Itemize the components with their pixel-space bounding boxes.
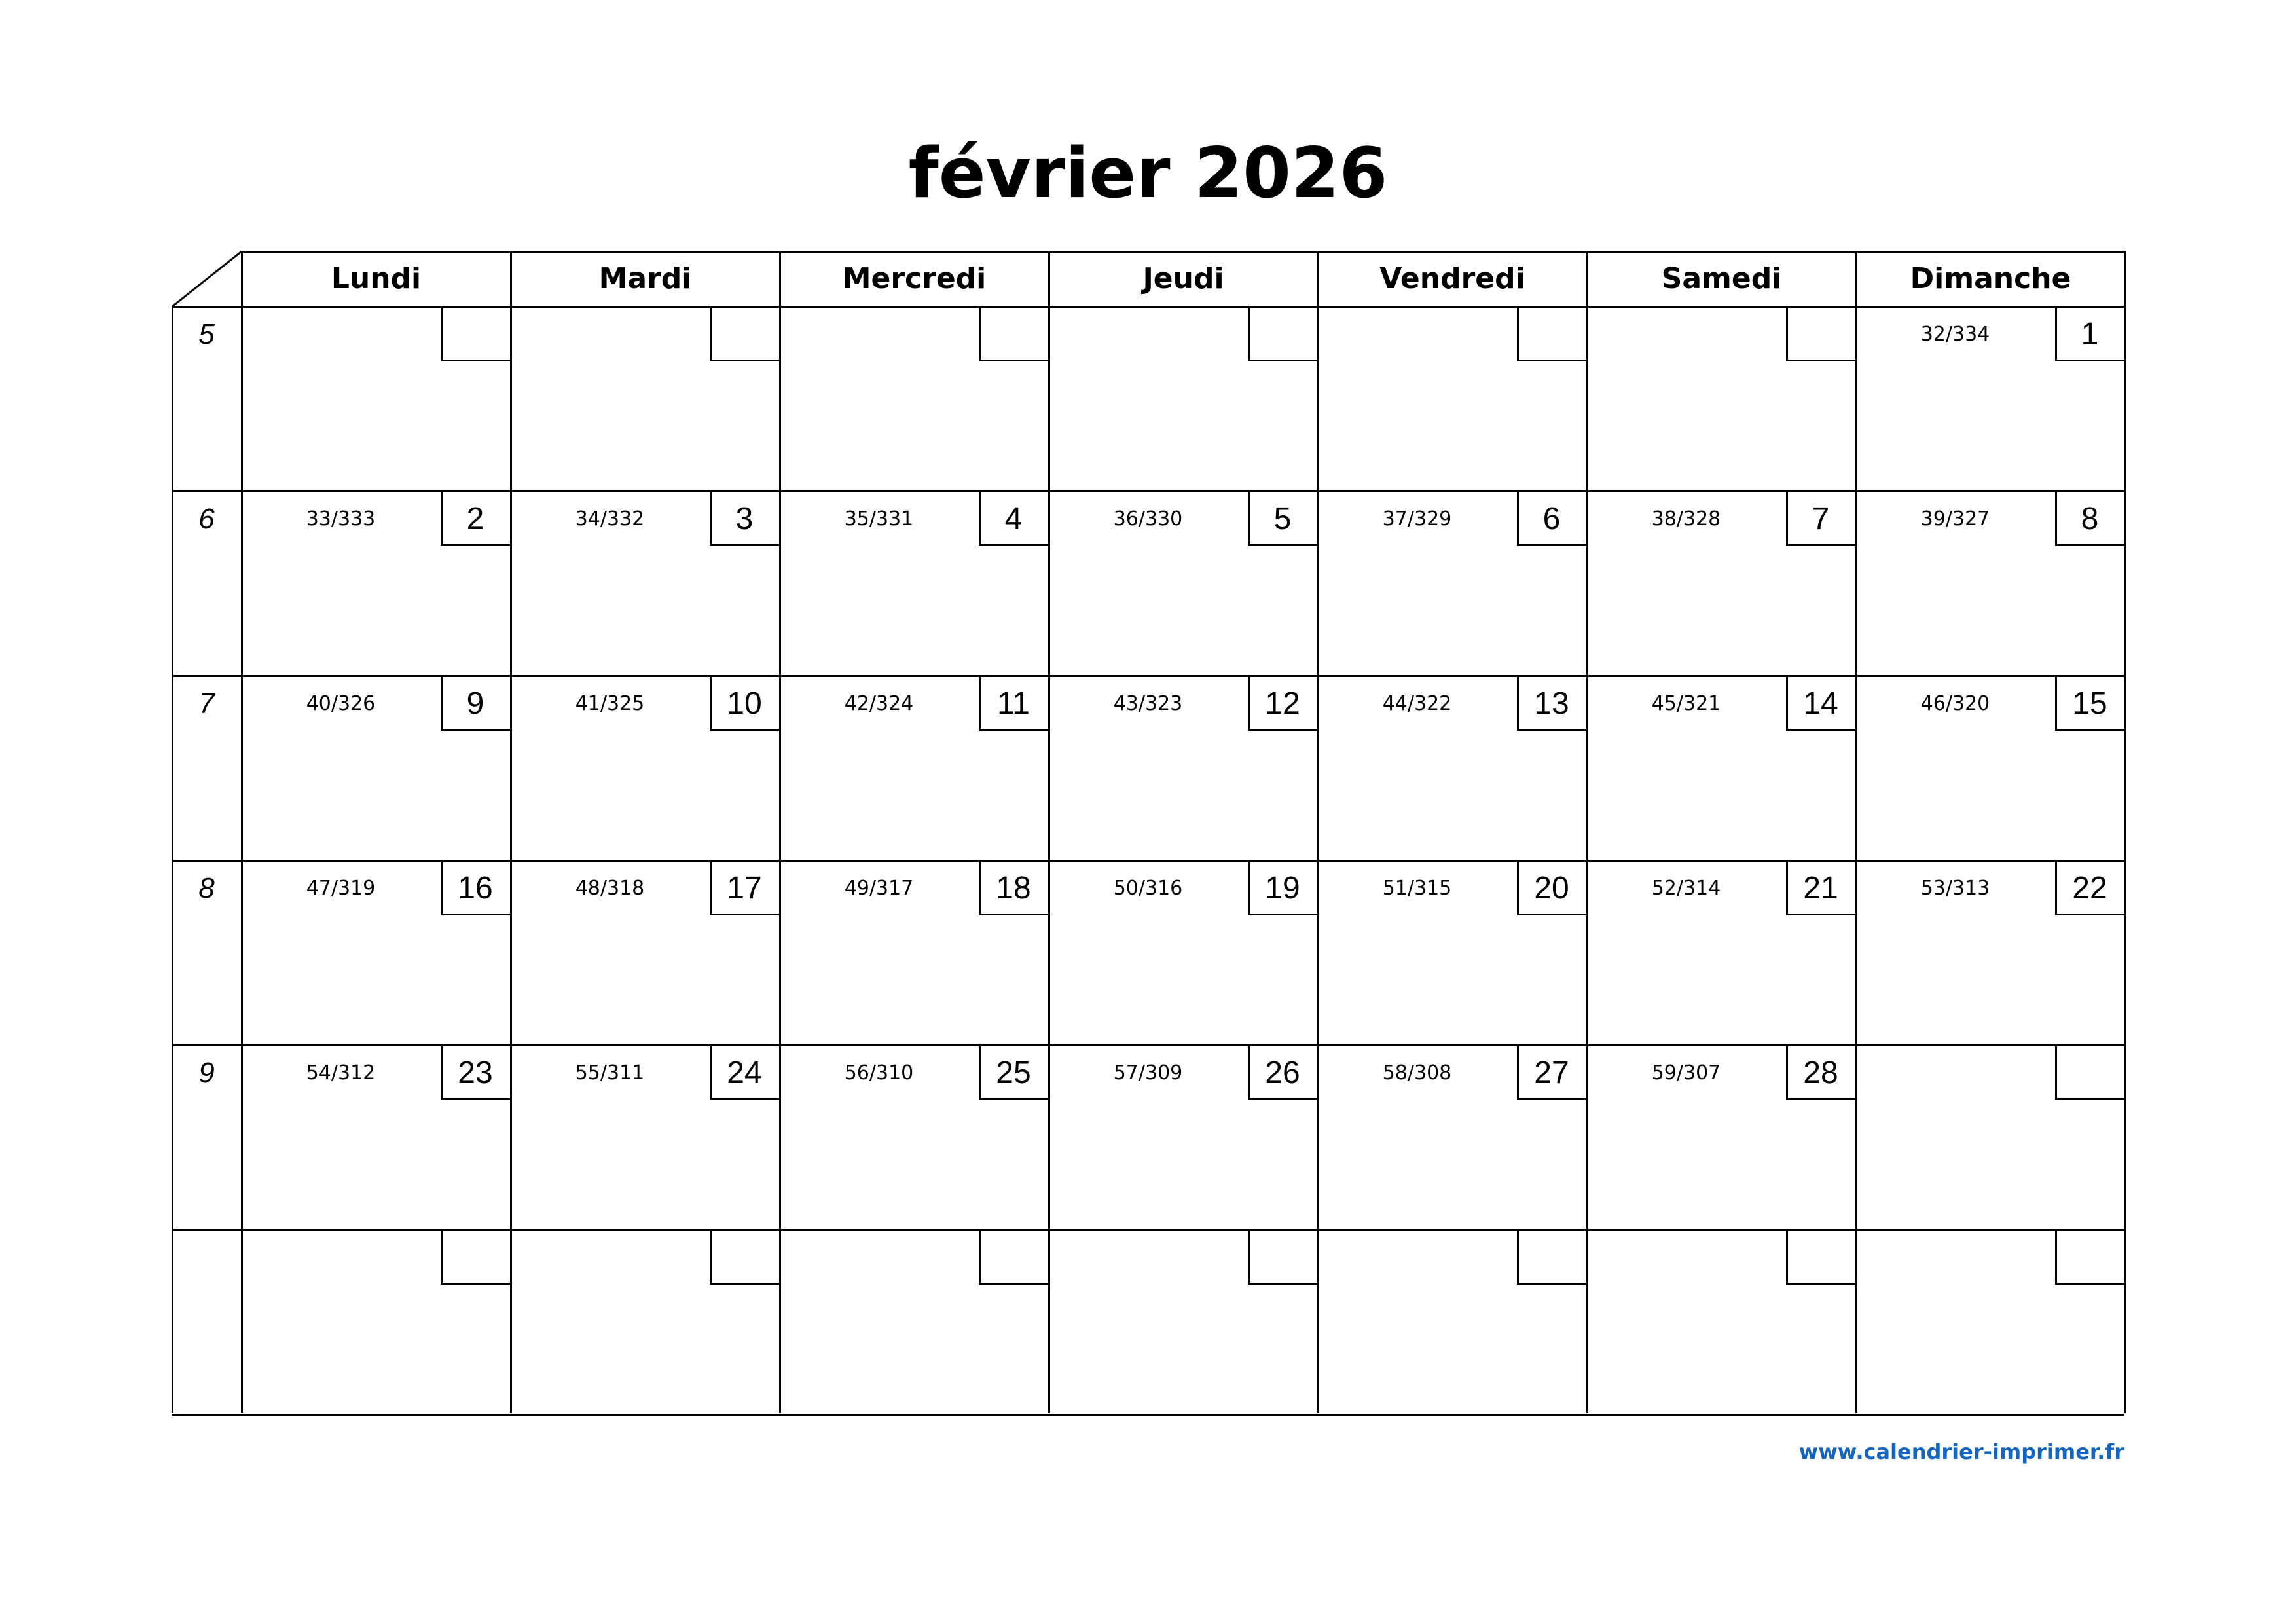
day-number: 11 [997,686,1030,721]
day-cell [1856,306,2125,491]
day-number: 2 [466,502,484,536]
day-cell [780,1045,1049,1230]
day-number: 12 [1265,686,1300,721]
day-cell [780,860,1049,1045]
day-number: 25 [996,1056,1031,1090]
day-cell [242,306,511,491]
day-cell [511,676,780,860]
week-number: 5 [198,318,215,350]
corner-diagonal [172,251,244,310]
day-cell [1856,491,2125,676]
day-cell [511,860,780,1045]
weekday-header-5: Samedi [1661,262,1782,295]
day-number-box [1786,306,1856,361]
day-number-box [2055,1230,2125,1285]
day-number: 6 [1542,502,1561,536]
day-of-year: 34/332 [575,507,645,530]
day-of-year: 35/331 [844,507,914,530]
day-of-year: 44/322 [1382,692,1452,715]
weekday-header-3: Jeudi [1142,262,1224,295]
day-number: 23 [458,1056,493,1090]
day-cell [511,1230,780,1414]
day-cell [1856,1045,2125,1230]
day-of-year: 36/330 [1113,507,1183,530]
day-cell [1318,676,1587,860]
day-cell [1049,860,1318,1045]
weekday-header-6: Dimanche [1910,262,2071,295]
day-cell [1587,306,1856,491]
day-cell [1049,306,1318,491]
day-number: 10 [727,686,762,721]
day-number: 1 [2081,317,2099,352]
page-title: février 2026 [908,133,1388,213]
day-of-year: 54/312 [306,1061,376,1084]
day-cell [1318,491,1587,676]
day-cell [1049,491,1318,676]
day-of-year: 51/315 [1382,877,1452,900]
day-of-year: 59/307 [1651,1061,1721,1084]
week-number: 7 [198,688,215,720]
day-of-year: 48/318 [575,877,645,900]
day-of-year: 33/333 [306,507,376,530]
day-number-box [979,306,1049,361]
website-link[interactable]: www.calendrier-imprimer.fr [1798,1439,2124,1464]
day-number: 13 [1534,686,1569,721]
day-of-year: 38/328 [1651,507,1721,530]
weekday-header-4: Vendredi [1379,262,1525,295]
day-of-year: 53/313 [1920,877,1990,900]
day-number: 16 [458,871,493,906]
day-cell [780,306,1049,491]
day-cell [1318,1045,1587,1230]
day-cell [780,676,1049,860]
day-of-year: 32/334 [1920,323,1990,346]
day-cell [242,676,511,860]
day-cell [1856,860,2125,1045]
day-cell [1049,1230,1318,1414]
day-cell [242,1045,511,1230]
week-number: 6 [198,503,215,535]
day-cell [1049,676,1318,860]
day-number: 3 [735,502,754,536]
day-of-year: 47/319 [306,877,376,900]
day-cell [1049,1045,1318,1230]
day-number: 22 [2072,871,2107,906]
day-cell [1587,491,1856,676]
calendar-grid [172,251,2124,1413]
grid-line-left [172,306,173,1413]
day-number: 19 [1265,871,1300,906]
day-cell [511,306,780,491]
day-cell [1587,1045,1856,1230]
day-cell [1587,860,1856,1045]
day-cell [511,491,780,676]
day-number: 21 [1803,871,1838,906]
day-cell [1587,1230,1856,1414]
week-number: 8 [198,872,215,904]
day-number-box [1248,306,1318,361]
day-of-year: 41/325 [575,692,645,715]
day-cell [1856,1230,2125,1414]
day-number: 5 [1273,502,1292,536]
day-number: 7 [1812,502,1830,536]
day-number-box [1517,1230,1587,1285]
day-number: 28 [1803,1056,1838,1090]
day-number: 4 [1004,502,1023,536]
day-of-year: 42/324 [844,692,914,715]
day-number: 18 [996,871,1031,906]
weekday-header-0: Lundi [331,262,422,295]
day-number: 20 [1534,871,1569,906]
day-number-box [979,1230,1049,1285]
day-cell [242,1230,511,1414]
week-number: 9 [198,1057,215,1089]
day-cell [511,1045,780,1230]
day-number-box [710,1230,780,1285]
day-cell [242,491,511,676]
day-number: 24 [727,1056,762,1090]
day-of-year: 43/323 [1113,692,1183,715]
day-of-year: 58/308 [1382,1061,1452,1084]
day-of-year: 57/309 [1113,1061,1183,1084]
day-of-year: 45/321 [1651,692,1721,715]
day-number-box [710,306,780,361]
day-of-year: 55/311 [575,1061,645,1084]
weekday-header-2: Mercredi [842,262,987,295]
day-cell [1318,860,1587,1045]
day-of-year: 56/310 [844,1061,914,1084]
day-number: 15 [2072,686,2107,721]
day-cell [242,860,511,1045]
day-number: 26 [1265,1056,1300,1090]
day-cell [780,491,1049,676]
day-number: 9 [466,686,484,721]
weekday-header-1: Mardi [598,262,692,295]
day-number-box [1517,306,1587,361]
day-number-box [441,306,511,361]
day-of-year: 37/329 [1382,507,1452,530]
day-cell [1318,1230,1587,1414]
day-number: 14 [1803,686,1838,721]
day-cell [1318,306,1587,491]
day-cell [1856,676,2125,860]
day-number: 17 [727,871,762,906]
day-of-year: 40/326 [306,692,376,715]
day-of-year: 39/327 [1920,507,1990,530]
day-number-box [441,1230,511,1285]
day-cell [1587,676,1856,860]
day-of-year: 50/316 [1113,877,1183,900]
day-number-box [2055,1045,2125,1100]
day-number: 8 [2081,502,2099,536]
day-of-year: 49/317 [844,877,914,900]
day-of-year: 46/320 [1920,692,1990,715]
day-number: 27 [1534,1056,1569,1090]
day-number-box [1248,1230,1318,1285]
day-of-year: 52/314 [1651,877,1721,900]
day-cell [780,1230,1049,1414]
day-number-box [1786,1230,1856,1285]
